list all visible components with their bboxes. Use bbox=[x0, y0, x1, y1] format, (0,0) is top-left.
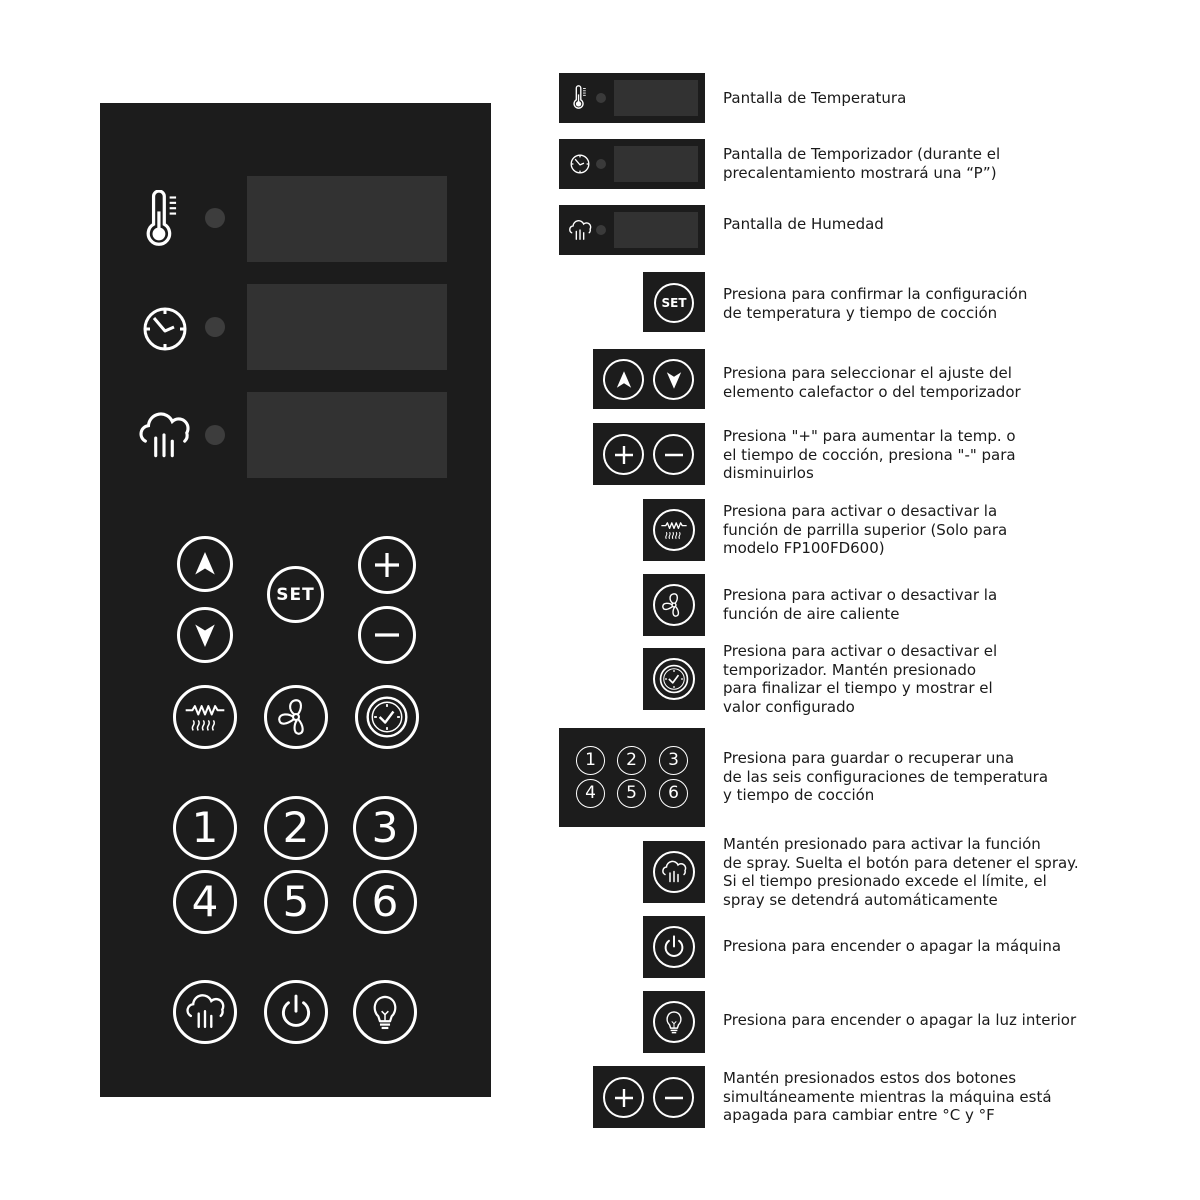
plus-button bbox=[603, 1077, 644, 1118]
legend-text-timer-display: Pantalla de Temporizador (durante el precalentamiento mostrará una “P”) bbox=[723, 145, 1001, 182]
plus-button[interactable] bbox=[358, 536, 416, 594]
timer-button bbox=[653, 658, 695, 700]
set-button[interactable] bbox=[267, 566, 324, 623]
spray-button[interactable] bbox=[173, 980, 237, 1044]
clock-icon bbox=[658, 663, 690, 695]
preset-button-1[interactable] bbox=[173, 796, 237, 860]
thermometer-icon bbox=[570, 85, 588, 111]
timer-indicator-led bbox=[205, 317, 225, 337]
legend-set-thumb bbox=[643, 272, 705, 332]
arrow-up-icon bbox=[613, 369, 635, 391]
humidity-display bbox=[247, 392, 447, 478]
preset-button-3: 3 bbox=[659, 746, 688, 775]
display-screen bbox=[614, 80, 698, 116]
legend-timer-thumb bbox=[643, 648, 705, 710]
preset-button-label: 2 bbox=[282, 803, 310, 852]
preset-button-2: 2 bbox=[617, 746, 646, 775]
minus-icon bbox=[662, 443, 686, 467]
preset-button-2[interactable] bbox=[264, 796, 328, 860]
preset-button-3[interactable] bbox=[353, 796, 417, 860]
timer-display bbox=[247, 284, 447, 370]
preset-button-label: 3 bbox=[371, 803, 399, 852]
bulb-icon bbox=[364, 991, 406, 1033]
arrow-down-icon bbox=[663, 369, 685, 391]
preset-button-4: 4 bbox=[576, 779, 605, 808]
steam-cloud-icon bbox=[660, 859, 688, 885]
light-button bbox=[653, 1001, 695, 1043]
power-button[interactable] bbox=[264, 980, 328, 1044]
up-button[interactable] bbox=[177, 536, 233, 592]
legend-text-presets: Presiona para guardar o recuperar una de las seis configuraciones de temperatura y tiempo de cocción bbox=[723, 749, 1049, 804]
preset-button-label: 5 bbox=[282, 877, 310, 926]
legend-humidity-display-thumb bbox=[559, 205, 705, 255]
legend-light-thumb bbox=[643, 991, 705, 1053]
bulb-icon bbox=[660, 1008, 688, 1036]
legend-text-plus-minus: Presiona "+" para aumentar la temp. o el tiempo de cocción, presiona "-" para disminuirlos bbox=[723, 427, 1016, 482]
minus-button[interactable] bbox=[358, 606, 416, 664]
indicator-led bbox=[596, 225, 606, 235]
timer-button[interactable] bbox=[355, 685, 419, 749]
minus-icon bbox=[662, 1086, 686, 1110]
power-icon bbox=[660, 933, 688, 961]
light-button[interactable] bbox=[353, 980, 417, 1044]
legend-unit-switch-thumb bbox=[593, 1066, 705, 1128]
preset-button-label: 1 bbox=[191, 803, 219, 852]
minus-button bbox=[653, 1077, 694, 1118]
preset-button-1: 1 bbox=[576, 746, 605, 775]
power-button bbox=[653, 926, 695, 968]
legend-arrows-thumb bbox=[593, 349, 705, 409]
set-button-label: SET bbox=[276, 584, 315, 605]
legend-text-top-grill: Presiona para activar o desactivar la función de parrilla superior (Solo para modelo FP100FD600) bbox=[723, 502, 1008, 557]
fan-button[interactable] bbox=[264, 685, 328, 749]
steam-cloud-icon bbox=[135, 410, 193, 462]
clock-icon bbox=[364, 694, 410, 740]
preset-button-5[interactable] bbox=[264, 870, 328, 934]
power-icon bbox=[275, 991, 317, 1033]
clock-icon bbox=[569, 153, 591, 175]
heating-element-icon bbox=[660, 519, 688, 541]
temperature-indicator-led bbox=[205, 208, 225, 228]
preset-button-5: 5 bbox=[617, 779, 646, 808]
heating-element-icon bbox=[184, 700, 226, 734]
display-screen bbox=[614, 212, 698, 248]
plus-icon bbox=[612, 1086, 636, 1110]
preset-button-label: 4 bbox=[191, 877, 219, 926]
set-button-label: SET bbox=[661, 296, 687, 310]
legend-presets-thumb bbox=[559, 728, 705, 827]
legend-temperature-display-thumb bbox=[559, 73, 705, 123]
display-screen bbox=[614, 146, 698, 182]
arrow-down-icon bbox=[190, 620, 220, 650]
temperature-display bbox=[247, 176, 447, 262]
legend-plus-minus-thumb bbox=[593, 423, 705, 485]
legend-text-timer: Presiona para activar o desactivar el temporizador. Mantén presionado para finalizar el tiempo y mostrar el valor configurado bbox=[723, 642, 998, 716]
down-button[interactable] bbox=[177, 607, 233, 663]
top-grill-button bbox=[653, 509, 695, 551]
clock-icon bbox=[140, 304, 190, 354]
spray-button bbox=[653, 851, 695, 893]
top-grill-button[interactable] bbox=[173, 685, 237, 749]
legend-text-unit-switch: Mantén presionados estos dos botones simultáneamente mientras la máquina está apagada para cambiar entre °C y °F bbox=[723, 1069, 1052, 1124]
arrow-up-icon bbox=[190, 549, 220, 579]
up-button bbox=[603, 359, 644, 400]
legend-text-spray: Mantén presionado para activar la función de spray. Suelta el botón para detener el spray. Si el tiempo presionado excede el límite, el spray se detendrá automáticamente bbox=[723, 835, 1079, 909]
down-button bbox=[653, 359, 694, 400]
set-button bbox=[654, 283, 694, 323]
preset-button-label: 6 bbox=[371, 877, 399, 926]
legend-text-fan: Presiona para activar o desactivar la función de aire caliente bbox=[723, 586, 998, 623]
indicator-led bbox=[596, 159, 606, 169]
legend-text-humidity-display: Pantalla de Humedad bbox=[723, 215, 884, 233]
humidity-indicator-led bbox=[205, 425, 225, 445]
preset-button-6: 6 bbox=[659, 779, 688, 808]
steam-cloud-icon bbox=[183, 992, 227, 1032]
legend-top-grill-thumb bbox=[643, 499, 705, 561]
thermometer-icon bbox=[138, 190, 182, 250]
legend-spray-thumb bbox=[643, 841, 705, 903]
plus-icon bbox=[371, 549, 403, 581]
preset-button-6[interactable] bbox=[353, 870, 417, 934]
legend-fan-thumb bbox=[643, 574, 705, 636]
minus-button bbox=[653, 434, 694, 475]
legend-power-thumb bbox=[643, 916, 705, 978]
fan-button bbox=[653, 584, 695, 626]
steam-cloud-icon bbox=[567, 219, 593, 242]
preset-button-4[interactable] bbox=[173, 870, 237, 934]
legend-text-temperature-display: Pantalla de Temperatura bbox=[723, 89, 907, 107]
legend-text-power: Presiona para encender o apagar la máquina bbox=[723, 937, 1062, 955]
legend-text-set: Presiona para confirmar la configuración de temperatura y tiempo de cocción bbox=[723, 285, 1028, 322]
legend-text-arrows: Presiona para seleccionar el ajuste del elemento calefactor o del temporizador bbox=[723, 364, 1021, 401]
minus-icon bbox=[371, 619, 403, 651]
indicator-led bbox=[596, 93, 606, 103]
fan-icon bbox=[275, 696, 317, 738]
plus-button bbox=[603, 434, 644, 475]
legend-timer-display-thumb bbox=[559, 139, 705, 189]
legend-text-light: Presiona para encender o apagar la luz interior bbox=[723, 1011, 1077, 1029]
fan-icon bbox=[660, 591, 688, 619]
plus-icon bbox=[612, 443, 636, 467]
